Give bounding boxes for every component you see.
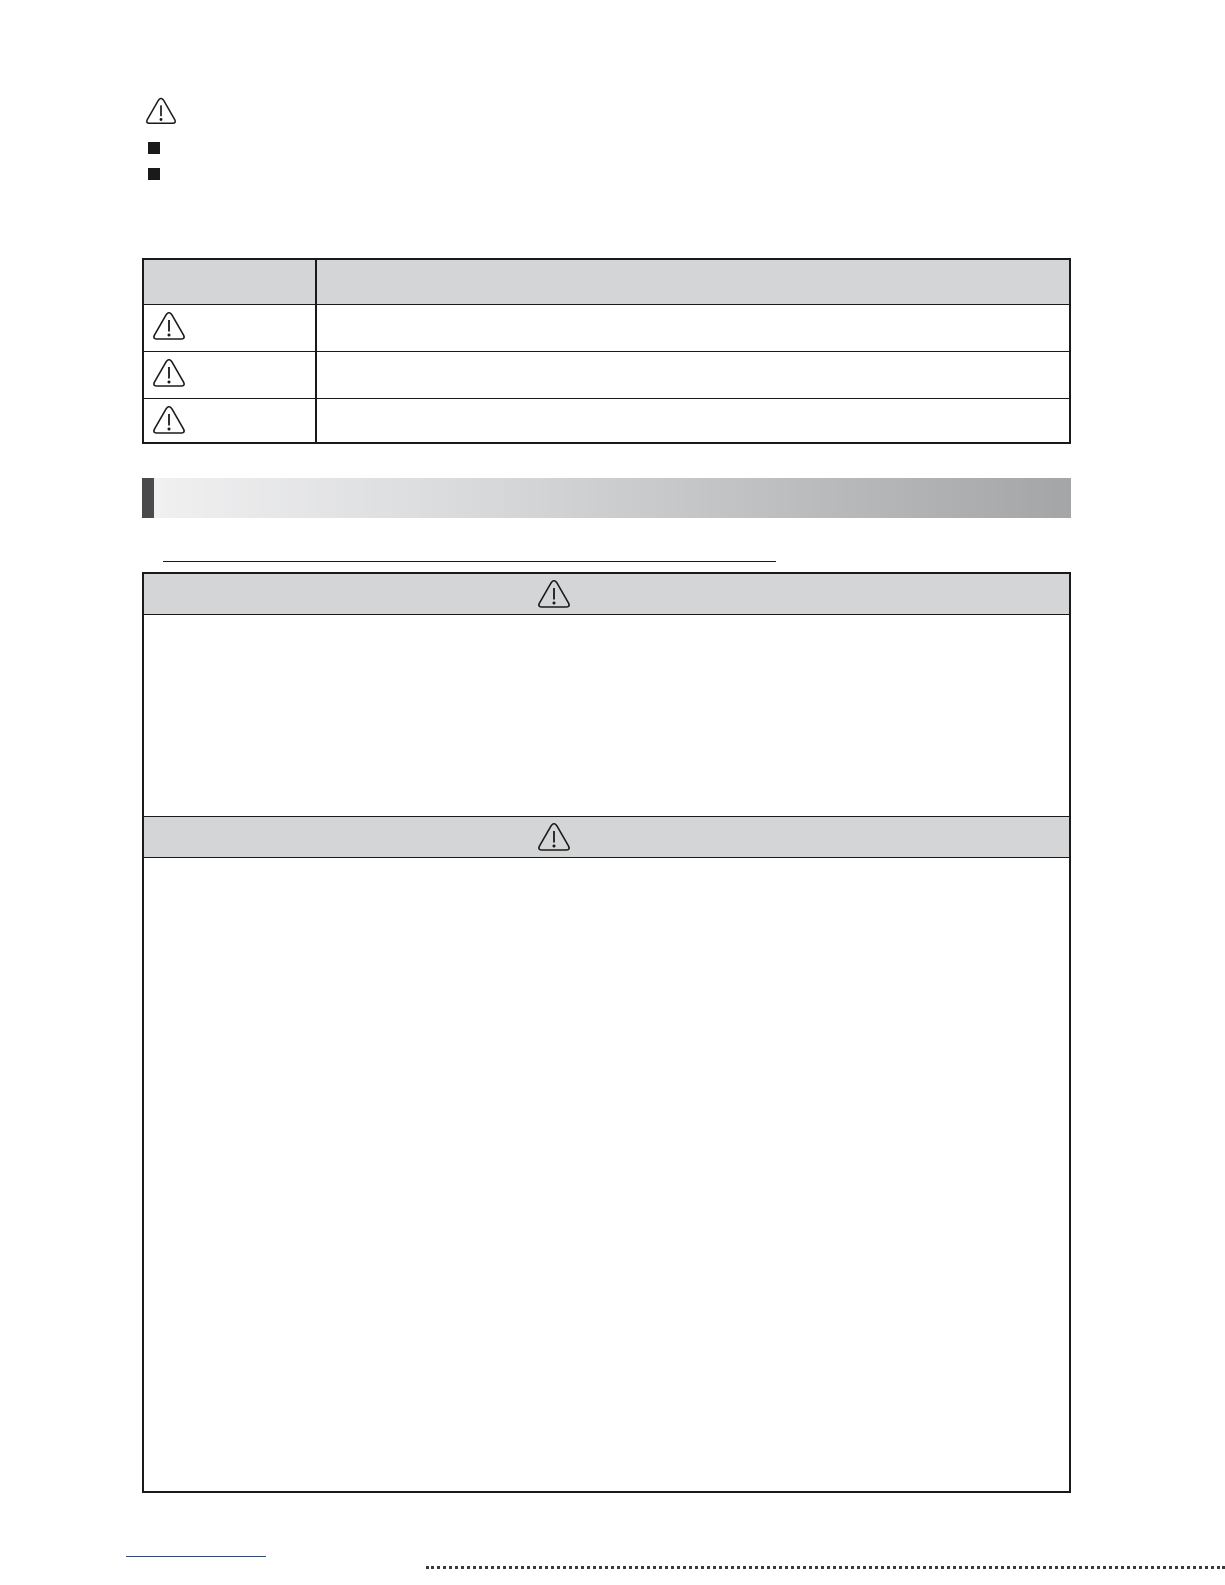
cut-off-link-underline [126, 1556, 266, 1557]
warning-triangle-icon [145, 96, 177, 126]
warning-triangle-icon [152, 311, 186, 341]
warning-triangle-icon [537, 579, 571, 609]
subheading-underline [163, 561, 776, 562]
legend-row [144, 304, 1069, 352]
section-heading-accent [142, 478, 154, 518]
warning-triangle-icon [152, 358, 186, 388]
section-heading-bar [142, 478, 1071, 518]
square-bullet-icon [148, 142, 160, 154]
legend-header-row [144, 260, 1069, 305]
warning-panels [142, 572, 1071, 1493]
symbol-legend-table [142, 258, 1071, 444]
warning-panel-header [144, 574, 1069, 615]
legend-row [144, 398, 1069, 445]
warning-triangle-icon [537, 822, 571, 852]
warning-panel-header [144, 816, 1069, 858]
square-bullet-icon [148, 168, 160, 180]
cut-off-footer-rule [426, 1566, 1225, 1569]
warning-triangle-icon [152, 405, 186, 435]
legend-row [144, 351, 1069, 399]
legend-column-divider [315, 260, 317, 442]
